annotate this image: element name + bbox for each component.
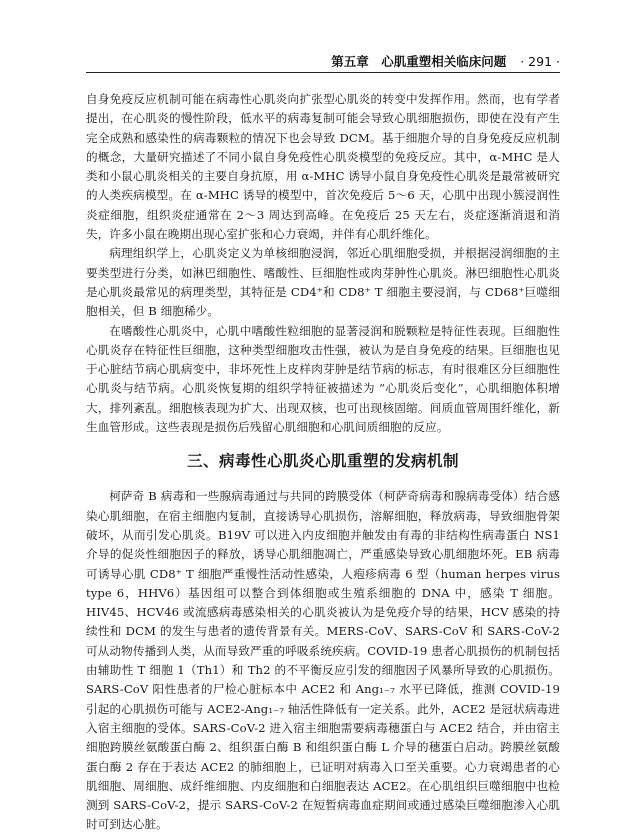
paragraph-histopathology: 病理组织学上，心肌炎定义为单核细胞浸润，邻近心肌细胞受损，并根据浸润细胞的主要类型进行分类，如淋巴细胞性、嗜酸性、巨细胞性或肉芽肿性心肌炎。淋巴细胞性心肌炎是心肌炎最常见的病理类型，其特征是 CD4⁺和 CD8⁺ T 细胞主要浸润，与 CD68⁺巨噬细胞相关，但 B 细胞稀少。 bbox=[86, 246, 560, 319]
paragraph-eosinophilic-giant-cell: 在嗜酸性心肌炎中，心肌中嗜酸性粒细胞的显著浸润和脱颗粒是特征性表现。巨细胞性心肌炎存在特征性巨细胞，这种类型细胞攻击性强，被认为是自身免疫的结果。巨细胞也见于心脏结节病心肌病变中，非坏死性上皮样肉芽肿是结节病的标志，有时很难区分巨细胞性心肌炎与结节病。心肌炎恢复期的组织学特征被描述为 “心肌炎后变化”，心肌细胞体积增大，排列紊乱。细胞核表现为扩大、出现双核，也可出现核固缩。间质血管周围纤维化，新生血管形成。这些表现是损伤后残留心肌细胞和心肌间质细胞的反应。 bbox=[86, 323, 560, 435]
page-number: · 291 · bbox=[520, 53, 560, 69]
paragraph-autoimmune-mechanism: 自身免疫反应机制可能在病毒性心肌炎向扩张型心肌炎的转变中发挥作用。然而，也有学者提出，在心肌炎的慢性阶段，低水平的病毒复制可能会导致心肌细胞损伤，即使在没有产生完全成熟和感染性的病毒颗粒的情况下也会导致 DCM。基于细胞介导的自身免疫反应机制的概念，大量研究描述了不同小鼠自身免疫性心肌炎模型的免疫反应。其中，α-MHC 是人类和小鼠心肌炎相关的主要自身抗原，用 α-MHC 诱导小鼠自身免疫性心肌炎是最常被研究的人类疾病模型。在 α-MHC 诱导的模型中，首次免疫后 5～6 天，心肌中出现小簇浸润性炎症细胞，组织炎症通常在 2～3 周达到高峰。在免疫后 25 天左右，炎症逐渐消退和消失，许多小鼠在晚期出现心室扩张和心力衰竭，并伴有心肌纤维化。 bbox=[86, 92, 560, 242]
page-body bbox=[86, 90, 560, 835]
section-heading: 三、病毒性心肌炎心肌重塑的发病机制 bbox=[186, 452, 459, 471]
chapter-title: 第五章 心肌重塑相关临床问题 bbox=[331, 54, 507, 69]
running-header bbox=[86, 50, 560, 73]
paragraph-viral-mechanisms: 柯萨奇 B 病毒和一些腺病毒通过与共同的跨膜受体（柯萨奇病毒和腺病毒受体）结合感染心肌细胞，在宿主细胞内复制，直接诱导心肌损伤，溶解细胞，释放病毒，导致细胞骨架破坏，从而引发心肌炎。B19V 可以进入内皮细胞并触发由有毒的非结构性病毒蛋白 NS1 介导的促炎性细胞因子的释放，诱导心肌细胞凋亡，严重感染导致心肌细胞坏死。EB 病毒可诱导心肌 CD8⁺ T 细胞严重慢性活动性感染，人疱疹病毒 6 型（human herpes virus type 6，HHV6）基因组可以整合到体细胞或生殖系细胞的 DNA 中，感染 T 细胞。HIV45、HCV46 或流感病毒感染相关的心肌炎被认为是免疫介导的结果，HCV 感染的持续性和 DCM 的发生与患者的遗传背景有关。MERS-CoV、SARS-CoV 和 SARS-CoV-2 可从动物传播到人类，从而导致严重的呼吸系统疾病。COVID-19 患者心肌损伤的机制包括由辅助性 T 细胞 1（Th1）和 Th2 的不平衡反应引发的细胞因子风暴所导致的心肌损伤。SARS-CoV 阳性患者的尸检心脏标本中 ACE2 和 Ang₁₋₇ 水平已降低，推测 COVID-19 引起的心肌损伤可能与 ACE2-Ang₁₋₇ 轴活性降低有一定关系。此外，ACE2 是冠状病毒进入宿主细胞的受体。SARS-CoV-2 进入宿主细胞需要病毒穗蛋白与 ACE2 结合，并由宿主细胞跨膜丝氨酸蛋白酶 2、组织蛋白酶 B 和组织蛋白酶 L 介导的穗蛋白启动。跨膜丝氨酸蛋白酶 2 存在于表达 ACE2 的肺细胞上，已证明对病毒入口至关重要。心力衰竭患者的心肌细胞、周细胞、成纤维细胞、内皮细胞和白细胞表达 ACE2。在心肌组织巨噬细胞中也检测到 SARS-CoV-2，提示 SARS-CoV-2 在短暂病毒血症期间或通过感染巨噬细胞渗入心肌时可到达心脏。 bbox=[86, 489, 560, 832]
